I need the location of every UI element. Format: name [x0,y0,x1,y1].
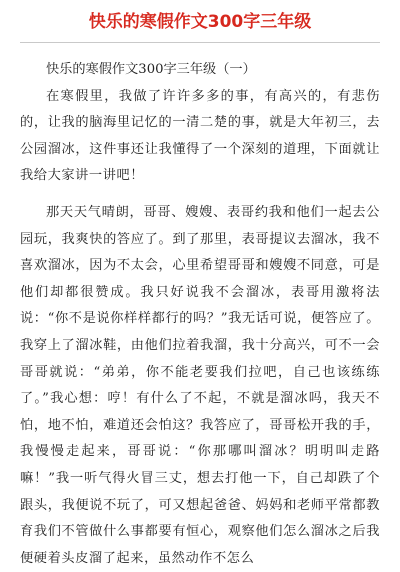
document-title: 快乐的寒假作文300字三年级 [88,12,312,32]
title-divider [20,42,380,43]
article-body [20,57,380,572]
article-paragraph: 那天天气晴朗，哥哥、嫂嫂、表哥约我和他们一起去公园玩，我爽快的答应了。到了那里，表哥提议去溜冰，我不喜欢溜冰，因为不太会，心里希望哥哥和嫂嫂不同意，可是他们却都很赞成。我只好说我不会溜冰，表哥用激将法说：“你不是说你样样都行的吗？”我无话可说，便答应了。我穿上了溜冰鞋，由他们拉着我溜，我十分高兴，可不一会哥哥就说：“弟弟，你不能老要我们拉吧，自己也该练练了。”我心想：哼！有什么了不起，不就是溜冰吗，我天不怕，地不怕，难道还会怕这？我答应了，哥哥松开我的手，我慢慢走起来，哥哥说：“你那哪叫溜冰？明明叫走路嘛！”我一听气得火冒三丈，想去打他一下，自己却跌了个跟头，我便说不玩了，可又想起爸爸、妈妈和老师平常都教育我们不管做什么事都要有恒心，观察他们怎么溜冰之后我便硬着头皮溜了起来，虽然动作不怎么 [20,204,380,566]
article-paragraph: 在寒假里，我做了许许多多的事，有高兴的，有悲伤的，让我的脑海里记忆的一清二楚的事，就是大年初三，去公园溜冰，这件事还让我懂得了一个深刻的道理，下面就让我给大家讲一讲吧！ [20,88,380,184]
article-subtitle: 快乐的寒假作文300字三年级（一） [46,62,256,77]
